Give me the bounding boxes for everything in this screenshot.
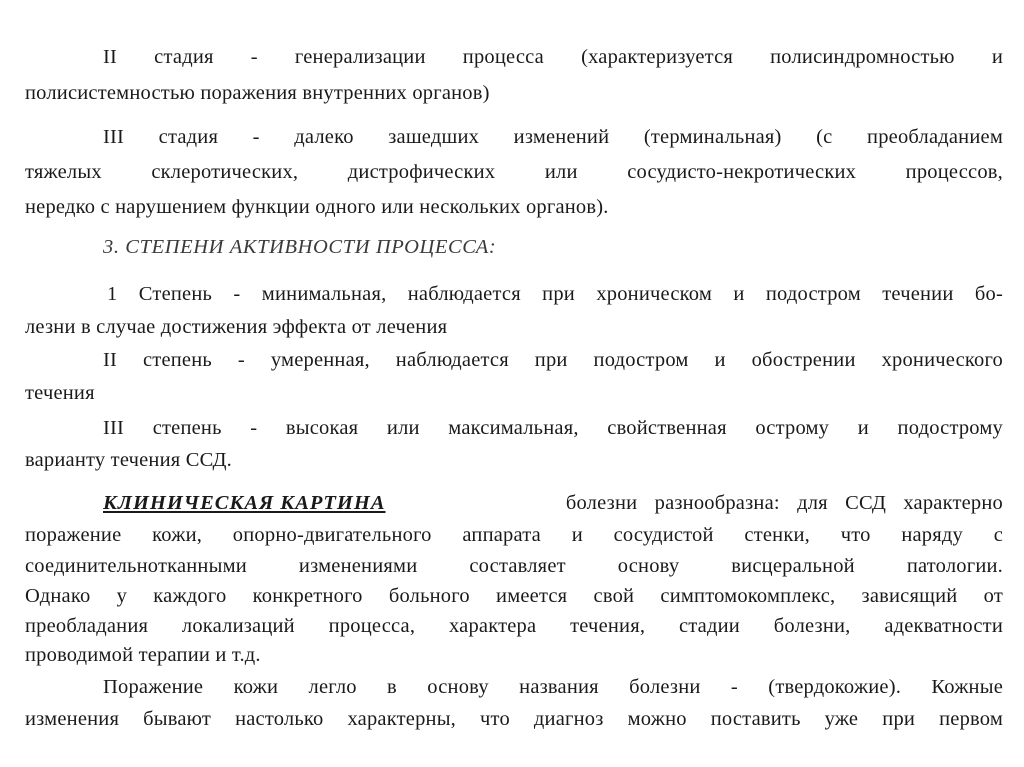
stage3-line-3: нередко с нарушением функции одного или нескольких органов).: [25, 196, 609, 218]
clinical-line-1: [103, 488, 1003, 518]
degree2-line-1: II степень - умеренная, наблюдается при подостром и обострении хронического: [103, 349, 1003, 371]
clinical-term: КЛИНИЧЕСКАЯ КАРТИНА: [103, 492, 386, 514]
clinical-line-3: соединительнотканными изменениями составляет основу висцеральной патологии.: [25, 555, 1003, 577]
degree1-line-1: 1 Степень - минимальная, наблюдается при хроническом и подостром течении бо-: [107, 283, 1003, 305]
clinical-line-6: проводимой терапии и т.д.: [25, 644, 261, 666]
degree3-line-1: III степень - высокая или максимальная, свойственная острому и подострому: [103, 417, 1003, 439]
clinical-line-4: Однако у каждого конкретного больного имеется свой симптомокомплекс, зависящий от: [25, 585, 1003, 607]
degree2-line-2: течения: [25, 382, 95, 404]
degree3-line-2: варианту течения ССД.: [25, 449, 232, 471]
stage2-line-2: полисистемностью поражения внутренних органов): [25, 82, 490, 104]
stage3-line-1: III стадия - далеко зашедших изменений (терминальная) (с преобладанием: [103, 126, 1003, 148]
clinical-line-1-rest: болезни разнообразна: для ССД характерно: [565, 492, 1003, 514]
stage3-line-2: тяжелых склеротических, дистрофических или сосудисто-некротических процессов,: [25, 161, 1003, 183]
skin-line-2: изменения бывают настолько характерны, что диагноз можно поставить уже при первом: [25, 708, 1003, 730]
activity-heading: 3. СТЕПЕНИ АКТИВНОСТИ ПРОЦЕССА:: [103, 236, 497, 258]
skin-line-1: Поражение кожи легло в основу названия болезни - (твердокожие). Кожные: [103, 676, 1003, 698]
stage2-line-1: II стадия - генерализации процесса (характеризуется полисиндромностью и: [103, 46, 1003, 68]
degree1-line-2: лезни в случае достижения эффекта от лечения: [25, 316, 448, 338]
clinical-line-2: поражение кожи, опорно-двигательного аппарата и сосудистой стенки, что наряду с: [25, 524, 1003, 546]
clinical-line-5: преобладания локализаций процесса, характера течения, стадии болезни, адекватности: [25, 615, 1003, 637]
